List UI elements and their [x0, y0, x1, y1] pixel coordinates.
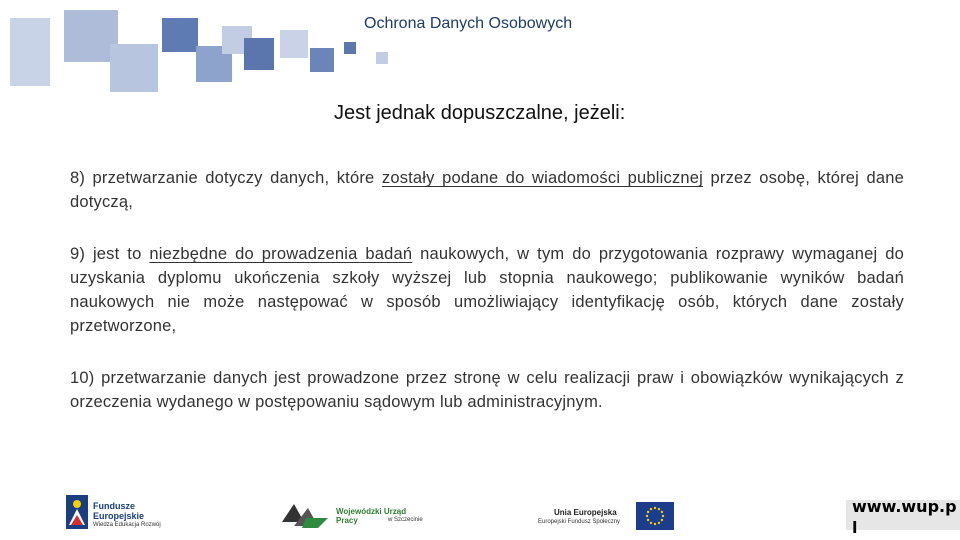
page-title: Ochrona Danych Osobowych — [364, 15, 573, 32]
eu-flag-icon — [636, 502, 674, 530]
eu-star-icon — [658, 508, 660, 510]
ue-logo: Unia Europejska Europejski Fundusz Społeczny — [538, 502, 678, 532]
wup-logo: Wojewódzki Urząd Pracy w Szczecinie — [280, 500, 430, 530]
list-item-10: 10) przetwarzanie danych jest prowadzone przez stronę w celu realizacji praw i obowiązków wynikających z orzeczenia wydanego w postępowaniu sądowym lub administracyjnym. — [70, 369, 904, 411]
list-item-8: 8) przetwarzanie dotyczy danych, które zostały podane do wiadomości publicznej przez osobę, której dane dotyczą, — [70, 169, 905, 211]
eu-star-icon — [647, 519, 649, 521]
eu-star-icon — [646, 515, 648, 517]
eu-star-icon — [650, 522, 652, 524]
underlined-phrase: zostały podane do wiadomości publicznej — [381, 169, 704, 187]
section-heading: Jest jednak dopuszczalne, jeżeli: — [334, 102, 626, 124]
eu-star-icon — [654, 507, 656, 509]
wup-emblem-icon — [280, 500, 330, 528]
eu-star-icon — [650, 508, 652, 510]
eu-star-icon — [647, 511, 649, 513]
fundusze-europejskie-logo: Fundusze Europejskie Wiedza Edukacja Rozwój — [66, 495, 176, 531]
eu-star-icon — [662, 515, 664, 517]
eu-star-icon — [661, 511, 663, 513]
eu-star-icon — [654, 523, 656, 525]
underlined-phrase: niezbędne do prowadzenia badań — [149, 245, 413, 263]
website-link[interactable]: www.wup.pl — [852, 497, 957, 537]
eu-star-icon — [658, 522, 660, 524]
fe-emblem-icon — [66, 495, 88, 529]
list-item-9: 9) jest to niezbędne do prowadzenia badań naukowych, w tym do przygotowania rozprawy wymaganej do uzyskania dyplomu ukończenia szkoły wyższej lub stopnia naukowego; publikowanie wyników badań naukowych nie może następować w sposób umożliwiający identyfikację osób, których dane zostały przetworzone, — [70, 245, 904, 335]
eu-star-icon — [661, 519, 663, 521]
